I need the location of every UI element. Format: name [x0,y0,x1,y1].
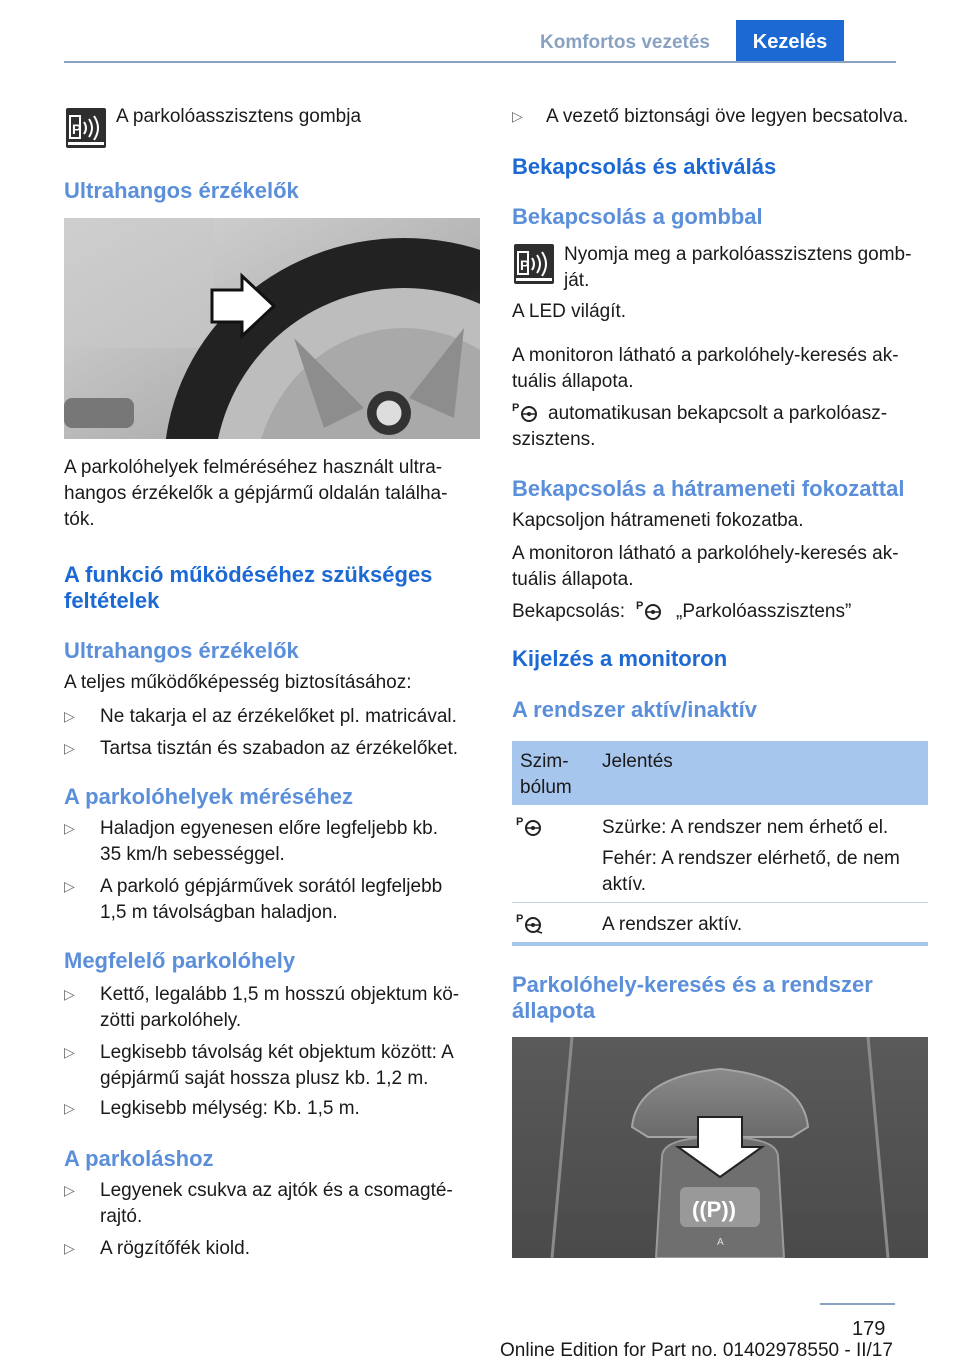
table-bottom-border [512,942,928,946]
heading-monitor-display: Kijelzés a monitoron [512,646,728,671]
svg-text:P: P [516,816,524,828]
svg-text:P: P [512,402,520,414]
press-button-line-1: Nyomja meg a parkolóasszisztens gomb‐ [564,244,912,265]
svg-text:P: P [520,257,530,273]
triangle-bullet-icon: ▷ [64,708,75,724]
parking-assistant-button-icon [514,244,554,284]
triangle-bullet-icon: ▷ [64,740,75,756]
enable-label: Bekapcsolás: [512,601,626,622]
table-col-symbol-1: Szim‐ [520,751,569,772]
parking-assistant-button-icon [66,108,106,148]
monitor-status-2-line-2: tuális állapota. [512,569,634,590]
heading-parking: A parkoláshoz [64,1146,214,1171]
triangle-bullet-icon: ▷ [64,820,75,836]
svg-text:P: P [516,913,524,925]
sensor-photo [64,218,480,439]
heading-activation: Bekapcsolás és aktiválás [512,154,777,179]
heading-ultrasonic-sensors-2: Ultrahangos érzékelők [64,638,299,663]
table-col-meaning: Jelentés [602,751,673,772]
svg-text:A: A [717,1237,724,1248]
led-text: A LED világít. [512,301,627,322]
heading-suitable-spot: Megfelelő parkolóhely [64,948,296,973]
chapter-label: Kezelés [736,20,844,62]
heading-activate-button: Bekapcsolás a gombbal [512,204,763,229]
heading-system-state: A rendszer aktív/inaktív [512,697,757,722]
heading-measure: A parkolóhelyek méréséhez [64,784,353,809]
heading-conditions-line-2: feltételek [64,588,160,613]
triangle-bullet-icon: ▷ [64,1100,75,1116]
monitor-status-2-line-1: A monitoron látható a parkolóhely-keresés ak‐ [512,543,899,564]
footer-rule [820,1303,895,1305]
parking-assistant-symbol-icon [636,598,664,622]
heading-ultrasonic-sensors: Ultrahangos érzékelők [64,178,299,203]
triangle-bullet-icon: ▷ [64,1240,75,1256]
table-row-1-text-b-1: Fehér: A rendszer elérhető, de nem [602,848,900,869]
svg-text:((P)): ((P)) [692,1197,736,1222]
parking-assistant-symbol-icon [512,400,540,424]
triangle-bullet-icon: ▷ [64,1044,75,1060]
header-rule [64,61,896,63]
auto-enabled-line-1: automatikusan bekapcsolt a parkolóasz‐ [548,403,888,424]
auto-enabled-line-2: szisztens. [512,429,596,450]
full-functionality-text: A teljes működőképesség biztosításához: [64,672,412,693]
heading-search-status-line-1: Parkolóhely-keresés és a rendszer [512,972,873,997]
parking-assistant-symbol-icon [516,814,544,838]
triangle-bullet-icon: ▷ [64,986,75,1002]
table-row-1-text-a: Szürke: A rendszer nem érhető el. [602,817,889,838]
heading-search-status-line-2: állapota [512,998,596,1023]
heading-conditions-line-1: A funkció működéséhez szükséges [64,562,433,587]
heading-reverse-gear: Bekapcsolás a hátrameneti fokozattal [512,476,905,501]
table-row-divider [512,902,928,903]
sensor-caption-line-2: hangos érzékelők a gépjármű oldalán találha‐ [64,483,448,504]
page-number: 179 [852,1318,886,1340]
table-row-2-text: A rendszer aktív. [602,914,743,935]
triangle-bullet-icon: ▷ [64,878,75,894]
parking-assistant-symbol-icon [516,911,544,935]
edition-text: Online Edition for Part no. 01402978550 - II/17 [500,1340,893,1361]
enable-value: „Parkolóasszisztens” [676,601,852,622]
monitor-display-image [512,1037,928,1258]
svg-text:P: P [72,121,82,137]
triangle-bullet-icon: ▷ [64,1182,75,1198]
button-caption: A parkolóasszisztens gombja [116,106,362,127]
table-row-1-text-b-2: aktív. [602,874,646,895]
monitor-status-line-1: A monitoron látható a parkolóhely-keresés ak‐ [512,345,899,366]
svg-text:P: P [636,600,644,612]
section-label: Komfortos vezetés [540,32,710,53]
table-header [512,741,928,805]
monitor-status-line-2: tuális állapota. [512,371,634,392]
sensor-caption-line-1: A parkolóhelyek felméréséhez használt ultra‐ [64,457,443,478]
sensor-caption-line-3: tók. [64,509,95,530]
page-header [0,20,960,64]
table-col-symbol-2: bólum [520,777,572,798]
press-button-line-2: ját. [564,270,590,291]
reverse-gear-text: Kapcsoljon hátrameneti fokozatba. [512,510,804,531]
triangle-bullet-icon: ▷ [512,108,523,124]
